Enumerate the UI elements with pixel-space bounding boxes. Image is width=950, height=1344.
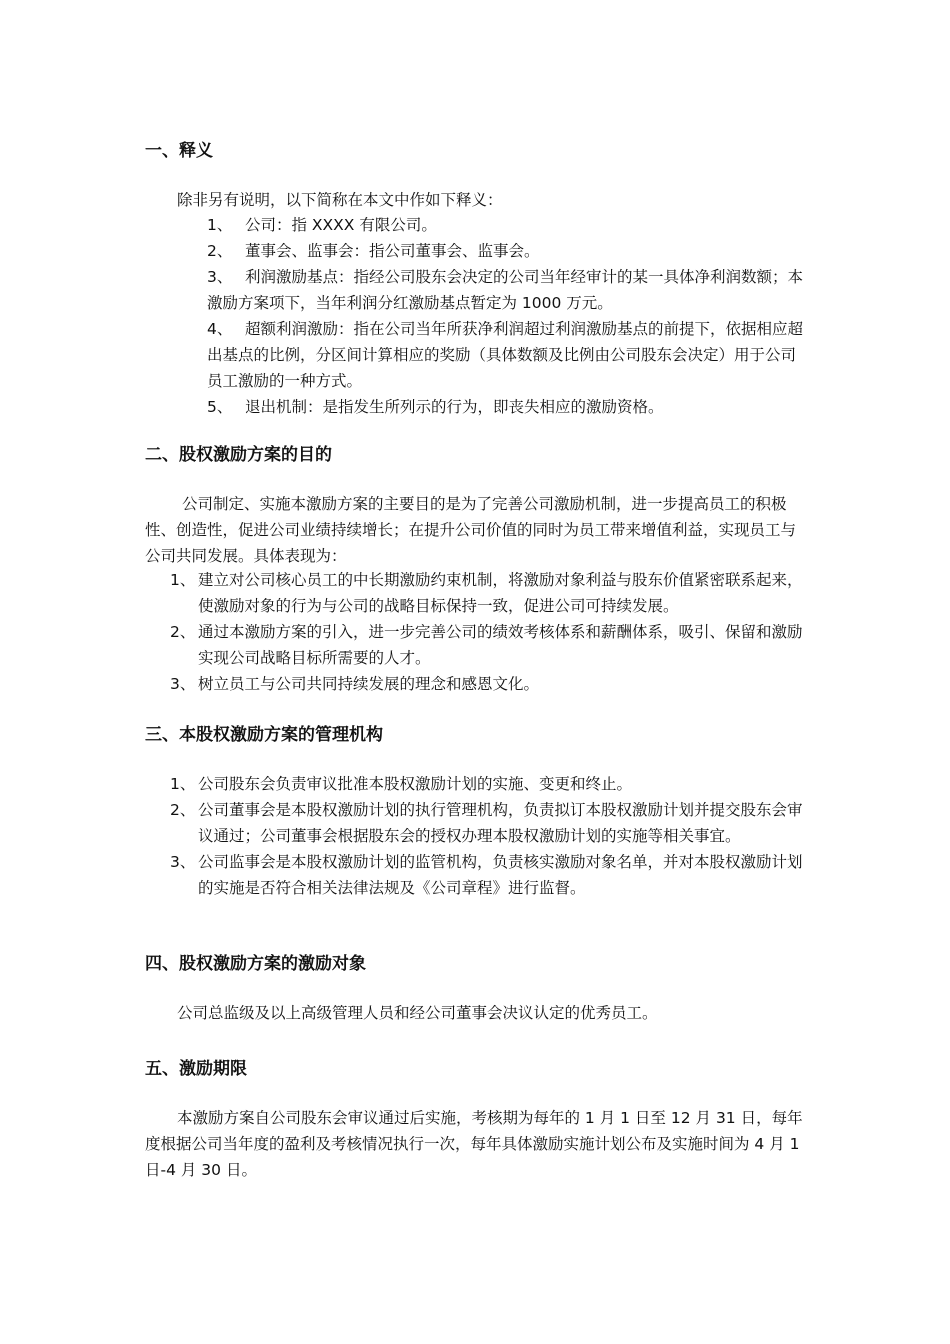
list-item-text: 公司监事会是本股权激励计划的监管机构，负责核实激励对象名单，并对本股权激励计划的实施是否符合相关法律法规及《公司章程》进行监督。 — [198, 853, 803, 897]
list-item-number: 1、 — [207, 216, 233, 234]
list-item-text: 退出机制：是指发生所列示的行为，即丧失相应的激励资格。 — [245, 398, 664, 416]
list-item-text: 公司股东会负责审议批准本股权激励计划的实施、变更和终止。 — [198, 775, 633, 793]
list-item — [170, 771, 807, 797]
list-item — [207, 394, 807, 420]
purpose-list — [170, 567, 807, 697]
list-item-number: 4、 — [207, 320, 233, 338]
definitions-intro — [177, 187, 827, 213]
list-item-text: 通过本激励方案的引入，进一步完善公司的绩效考核体系和薪酬体系，吸引、保留和激励实现公司战略目标所需要的人才。 — [198, 623, 803, 667]
section-heading-definitions: 一、释义 — [145, 141, 213, 161]
list-item-text: 公司董事会是本股权激励计划的执行管理机构，负责拟订本股权激励计划并提交股东会审议通过；公司董事会根据股东会的授权办理本股权激励计划的实施等相关事宜。 — [198, 801, 803, 845]
list-item — [170, 567, 807, 619]
section-heading-term: 五、激励期限 — [145, 1059, 247, 1079]
list-item-text: 利润激励基点：指经公司股东会决定的公司当年经审计的某一具体净利润数额；本激励方案项下，当年利润分红激励基点暂定为 1000 万元。 — [207, 268, 804, 312]
list-item-number: 3、 — [170, 675, 196, 693]
participants-paragraph: 公司总监级及以上高级管理人员和经公司董事会决议认定的优秀员工。 — [177, 1004, 658, 1022]
intro-text: 除非另有说明，以下简称在本文中作如下释义： — [177, 191, 503, 209]
section-heading-management: 三、本股权激励方案的管理机构 — [145, 725, 383, 745]
list-item-text: 董事会、监事会：指公司董事会、监事会。 — [245, 242, 540, 260]
definitions-list — [207, 212, 807, 420]
purpose-paragraph: 公司制定、实施本激励方案的主要目的是为了完善公司激励机制，进一步提高员工的积极性、创造性，促进公司业绩持续增长；在提升公司价值的同时为员工带来增值利益，实现员工与公司共同发展。具体表现为： — [145, 495, 797, 565]
list-item — [170, 671, 807, 697]
list-item-number: 2、 — [207, 242, 233, 260]
section-heading-purpose: 二、股权激励方案的目的 — [145, 445, 332, 465]
list-item-text: 超额利润激励：指在公司当年所获净利润超过利润激励基点的前提下，依据相应超出基点的比例，分区间计算相应的奖励（具体数额及比例由公司股东会决定）用于公司员工激励的一种方式。 — [207, 320, 804, 390]
list-item — [207, 316, 807, 394]
list-item — [170, 797, 807, 849]
list-item-text: 树立员工与公司共同持续发展的理念和感恩文化。 — [198, 675, 540, 693]
list-item-number: 2、 — [170, 801, 196, 819]
list-item-number: 5、 — [207, 398, 233, 416]
term-paragraph-block — [145, 1105, 807, 1183]
list-item — [207, 264, 807, 316]
management-list — [170, 771, 807, 901]
list-item-number: 1、 — [170, 775, 196, 793]
list-item — [207, 238, 807, 264]
section-heading-participants: 四、股权激励方案的激励对象 — [145, 954, 366, 974]
list-item-number: 2、 — [170, 623, 196, 641]
list-item-number: 3、 — [207, 268, 233, 286]
list-item — [170, 619, 807, 671]
list-item-text: 公司：指 XXXX 有限公司。 — [245, 216, 437, 234]
list-item — [207, 212, 807, 238]
list-item-number: 3、 — [170, 853, 196, 871]
list-item-number: 1、 — [170, 571, 196, 589]
list-item-text: 建立对公司核心员工的中长期激励约束机制，将激励对象利益与股东价值紧密联系起来，使激励对象的行为与公司的战略目标保持一致，促进公司可持续发展。 — [198, 571, 803, 615]
participants-paragraph-block — [177, 1000, 827, 1026]
term-paragraph: 本激励方案自公司股东会审议通过后实施，考核期为每年的 1 月 1 日至 12 月 31 日，每年度根据公司当年度的盈利及考核情况执行一次，每年具体激励实施计划公布及实施时间为 4 月 1 日-4 月 30 日。 — [145, 1109, 803, 1179]
purpose-paragraph-block — [145, 491, 807, 569]
list-item — [170, 849, 807, 901]
